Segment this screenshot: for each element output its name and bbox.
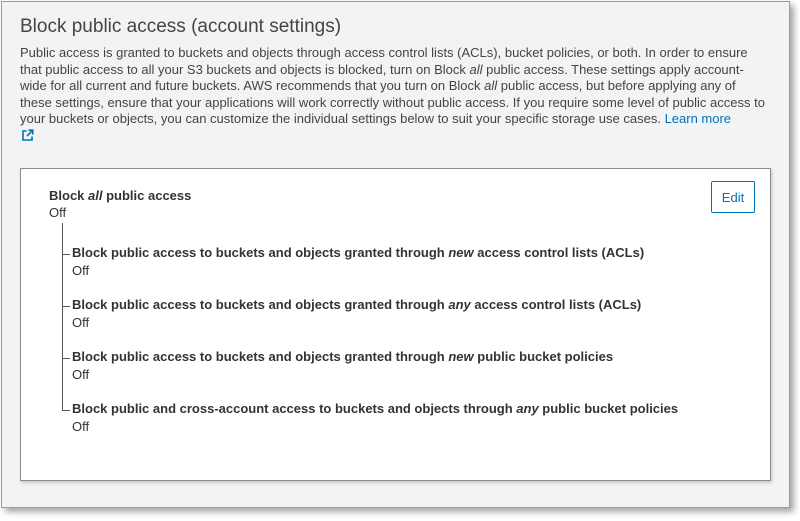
setting-status: Off <box>72 315 90 330</box>
setting-label: Block public and cross-account access to buckets and objects through any public bucket policies <box>72 401 679 416</box>
tree-branch <box>62 410 70 411</box>
settings-container <box>1 1 790 508</box>
setting-label: Block public access to buckets and objects granted through any access control lists (ACLs) <box>72 297 642 312</box>
setting-label: Block public access to buckets and objects granted through new public bucket policies <box>72 349 614 364</box>
tree-connector-line <box>62 223 63 410</box>
tree-branch <box>62 306 70 307</box>
description <box>20 45 770 147</box>
tree-branch <box>62 358 70 359</box>
setting-label: Block public access to buckets and objects granted through new access control lists (ACLs) <box>72 245 645 260</box>
block-all-public-access-title: Block all public access <box>49 188 192 203</box>
block-all-public-access-status: Off <box>49 205 67 220</box>
description-text: Public access is granted to buckets and objects through access control lists (ACLs), bucket policies, or both. In order to ensure that public access to all your S3 buckets and objects is blocked, turn on Block <box>20 45 748 77</box>
description-emphasis: all <box>484 78 498 94</box>
setting-status: Off <box>72 367 90 382</box>
setting-status: Off <box>72 419 90 434</box>
block-public-access-panel <box>20 168 771 481</box>
page-title: Block public access (account settings) <box>20 16 342 37</box>
edit-button[interactable]: Edit <box>711 181 755 213</box>
learn-more-link[interactable]: Learn more <box>664 111 732 127</box>
setting-status: Off <box>72 263 90 278</box>
description-text: public access. These settings apply account-wide for all current and future buckets. AWS recommends that you turn on Block <box>20 61 744 94</box>
tree-branch <box>62 254 70 255</box>
description-emphasis: all <box>469 61 483 77</box>
description-text: public access, but before applying any of these settings, ensure that your applications will work correctly without public access. If you require some level of public access to your buckets or objects, you can customize the individual settings below to suit your specific storage use cases. <box>20 78 765 127</box>
external-link-icon[interactable] <box>21 129 34 147</box>
